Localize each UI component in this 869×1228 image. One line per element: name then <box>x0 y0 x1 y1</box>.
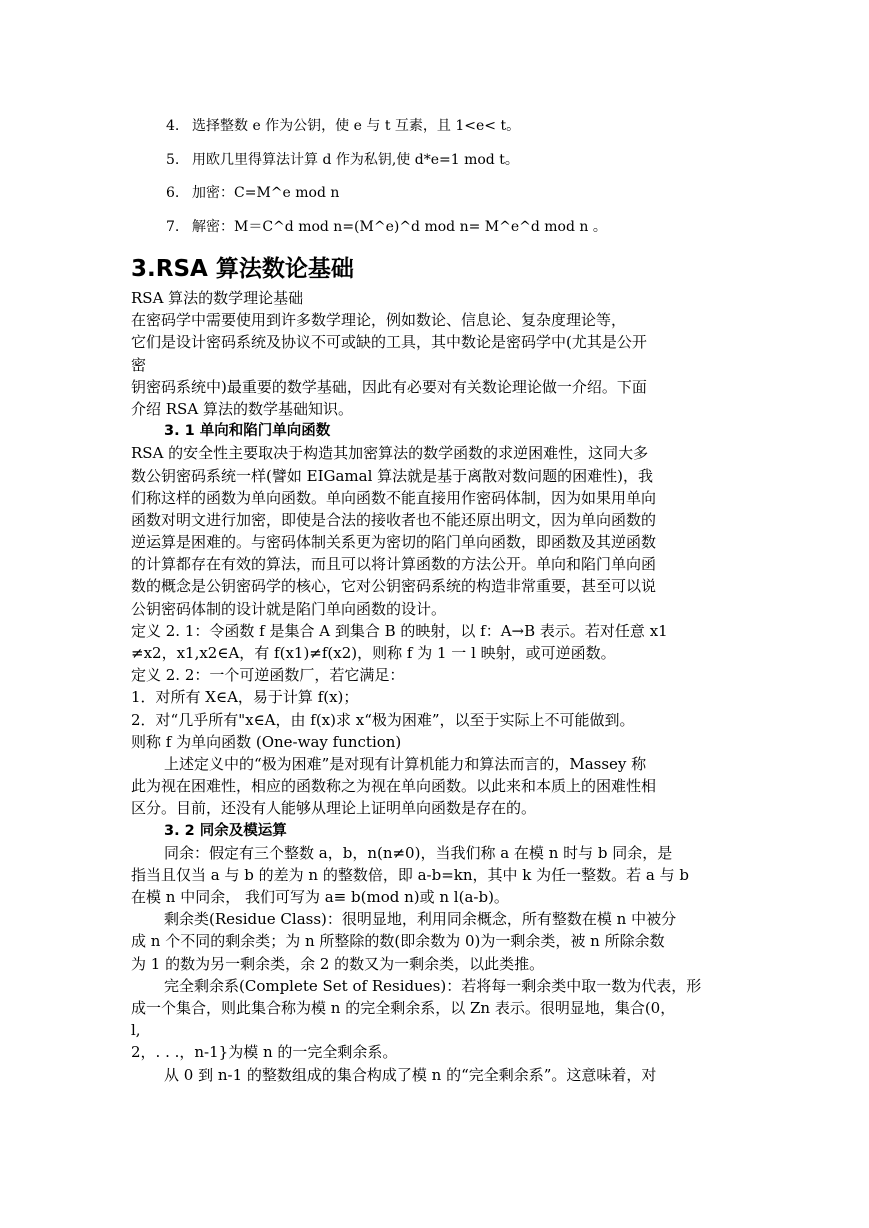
definition-line: 1．对所有 X∈A，易于计算 f(x)； <box>131 688 359 707</box>
body-line: RSA 的安全性主要取决于构造其加密算法的数学函数的求逆困难性，这同大多 <box>131 444 649 463</box>
step-text: 选择整数 e 作为公钥，使 e 与 t 互素，且 1<e< t。 <box>192 118 521 134</box>
body-line: 上述定义中的“极为困难”是对现有计算机能力和算法而言的，Massey 称 <box>164 754 647 773</box>
step-item <box>166 110 607 144</box>
body-line: 它们是设计密码系统及协议不可或缺的工具，其中数论是密码学中(尤其是公开 <box>131 333 647 352</box>
body-line: 在密码学中需要使用到许多数学理论，例如数论、信息论、复杂度理论等， <box>131 311 627 330</box>
subsection-heading: 3. 2 同余及模运算 <box>164 822 287 839</box>
body-line: 数的概念是公钥密码学的核心，它对公钥密码系统的构造非常重要，甚至可以说 <box>131 577 657 596</box>
body-line: 2，. . .，n-1}为模 n 的一完全剩余系。 <box>131 1043 398 1062</box>
step-number: 4. <box>166 118 180 134</box>
body-line: 钥密码系统中)最重要的数学基础，因此有必要对有关数论理论做一介绍。下面 <box>131 377 647 396</box>
body-line: l, <box>131 1021 141 1040</box>
definition-line: 则称 f 为单向函数 (One-way function) <box>131 732 402 751</box>
step-number: 5. <box>166 151 180 168</box>
body-line: 此为视在困难性，相应的函数称之为视在单向函数。以此来和本质上的困难性相 <box>131 777 657 796</box>
body-line: RSA 算法的数学理论基础 <box>131 289 304 307</box>
body-line: 指当且仅当 a 与 b 的差为 n 的整数倍，即 a-b=kn，其中 k 为任一整数。若 a 与 b <box>131 865 689 884</box>
step-item <box>166 144 607 178</box>
rsa-steps-list <box>166 110 607 244</box>
body-line: 的计算都存在有效的算法，而且可以将计算函数的方法公开。单向和陷门单向函 <box>131 555 657 574</box>
body-line: 在模 n 中同余， 我们可写为 a≡ b(mod n)或 n l(a-b)。 <box>131 888 509 907</box>
body-line: 密 <box>131 355 147 374</box>
body-line: 区分。目前，还没有人能够从理论上证明单向函数是存在的。 <box>131 799 537 818</box>
body-line: 为 1 的数为另一剩余类，余 2 的数又为一剩余类，以此类推。 <box>131 954 545 973</box>
step-text: 用欧几里得算法计算 d 作为私钥,使 d*e=1 mod t。 <box>192 151 519 168</box>
body-line: 剩余类(Residue Class)：很明显地，利用同余概念，所有整数在模 n 中被分 <box>164 910 677 929</box>
body-line: 从 0 到 n-1 的整数组成的集合构成了模 n 的“完全剩余系”。这意味着，对 <box>164 1065 657 1084</box>
step-item <box>166 177 607 211</box>
subsection-heading: 3. 1 单向和陷门单向函数 <box>164 423 331 440</box>
section-body <box>131 287 741 1086</box>
body-line: 公钥密码体制的设计就是陷门单向函数的设计。 <box>131 599 447 618</box>
body-line: 数公钥密码系统一样(譬如 EIGamal 算法就是基于离散对数问题的困难性)，我 <box>131 466 654 485</box>
step-text: 解密：M＝C^d mod n=(M^e)^d mod n= M^e^d mod n 。 <box>192 218 607 235</box>
body-line: 同余：假定有三个整数 a，b，n(n≠0)，当我们称 a 在模 n 时与 b 同余，是 <box>164 843 673 862</box>
body-line: 逆运算是困难的。与密码体制关系更为密切的陷门单向函数，即函数及其逆函数 <box>131 533 657 552</box>
definition-line: 2．对“几乎所有"x∈A，由 f(x)求 x“极为困难”，以至于实际上不可能做到。 <box>131 710 635 729</box>
body-line: 们称这样的函数为单向函数。单向函数不能直接用作密码体制，因为如果用单向 <box>131 488 657 507</box>
step-number: 7. <box>166 218 180 235</box>
body-line: 成 n 个不同的剩余类；为 n 所整除的数(即余数为 0)为一剩余类，被 n 所除余数 <box>131 932 665 951</box>
definition-line: 定义 2. 1：令函数 f 是集合 A 到集合 B 的映射，以 f：A→B 表示。若对任意 x1 <box>131 621 668 640</box>
step-number: 6. <box>166 185 180 201</box>
step-text: 加密：C=M^e mod n <box>192 185 340 201</box>
definition-line: ≠x2，x1,x2∈A，有 f(x1)≠f(x2)，则称 f 为 1 一 l 映射，或可逆函数。 <box>131 644 616 662</box>
body-line: 函数对明文进行加密，即使是合法的接收者也不能还原出明文，因为单向函数的 <box>131 510 657 529</box>
body-line: 成一个集合，则此集合称为模 n 的完全剩余系，以 Zn 表示。很明显地，集合(0， <box>131 999 676 1017</box>
body-line: 介绍 RSA 算法的数学基础知识。 <box>131 399 353 418</box>
step-item <box>166 211 607 245</box>
definition-line: 定义 2. 2：一个可逆函数厂，若它满足： <box>131 666 405 685</box>
section-heading: 3.RSA 算法数论基础 <box>131 256 354 282</box>
body-line: 完全剩余系(Complete Set of Residues)：若将每一剩余类中取一数为代表，形 <box>164 976 702 995</box>
